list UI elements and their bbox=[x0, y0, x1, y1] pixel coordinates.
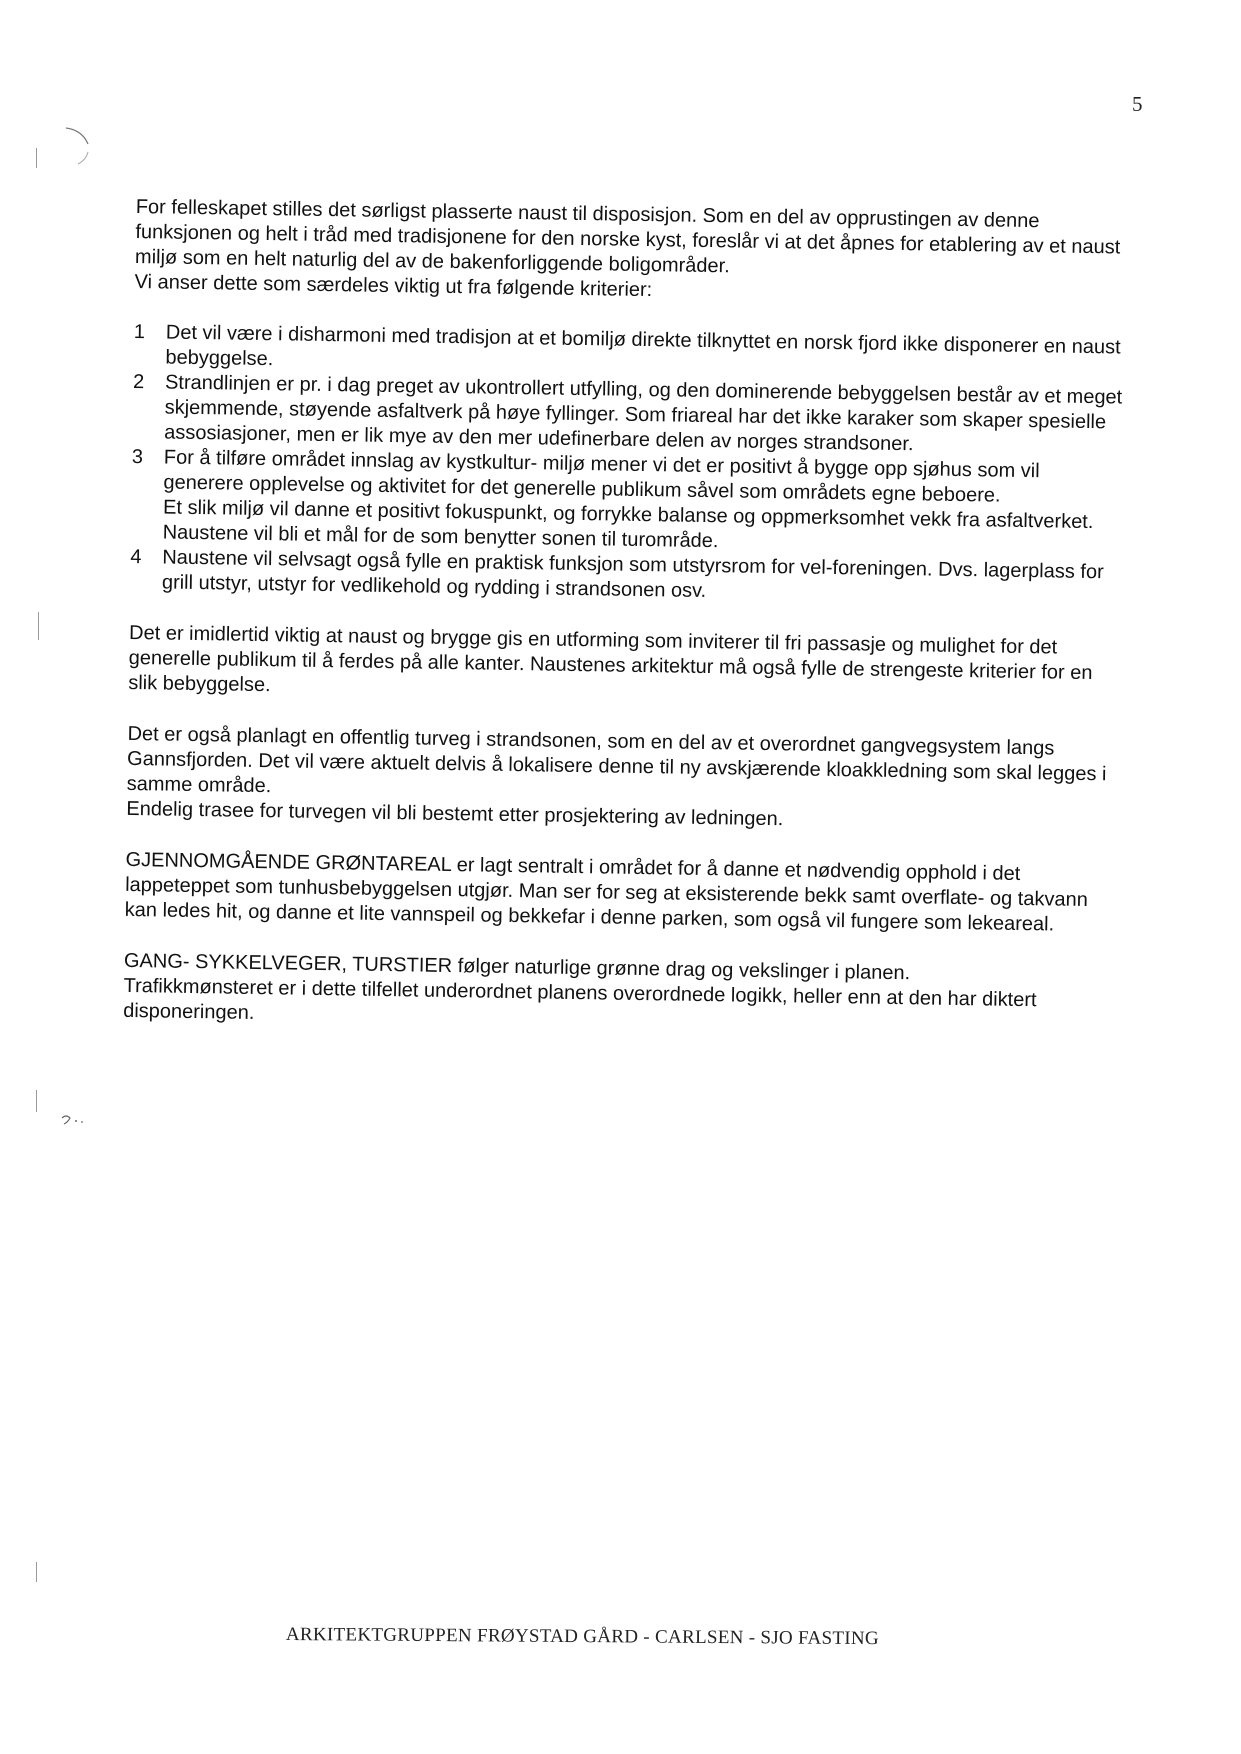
gang-sykkel-paragraph: GANG- SYKKELVEGER, TURSTIER følger naturlige grønne drag og vekslinger i planen. bbox=[123, 949, 911, 985]
turveg-paragraph-end: Endelig trasee for turvegen vil bli bestemt etter prosjektering av ledningen. bbox=[126, 797, 784, 831]
criteria-list bbox=[130, 320, 1124, 611]
intro-paragraph: For felleskapet stilles det sørligst plasserte naust til disposisjon. Som en del av opprustingen av denne funksjonen og helt i tråd med tradisjonene for den norske kyst, foreslår vi at det åpnes for etablering av et naust miljø som en helt naturlig del av de bakenforliggende boligområder. bbox=[134, 195, 1121, 278]
criteria-text: Det vil være i disharmoni med tradisjon at et bomiljø direkte tilknyttet en norsk fjord ikke disponerer en naust bebyggelse. bbox=[165, 321, 1121, 371]
design-paragraph: Det er imidlertid viktig at naust og brygge gis en utforming som inviterer til fri passasje og mulighet for det generelle publikum til å ferdes på alle kanter. Naustenes arkitektur må også fylle de strengeste kriterier for en slik bebyggelse. bbox=[128, 621, 1093, 697]
criteria-number: 1 bbox=[133, 320, 146, 344]
scan-artifact-speck bbox=[60, 1112, 90, 1128]
intro-criteria-lead: Vi anser dette som særdeles viktig ut fra følgende kriterier: bbox=[134, 270, 653, 302]
criteria-text: Naustene vil selvsagt også fylle en praktisk funksjon som utstyrsrom for vel-foreningen. Dvs. lagerplass for grill utstyr, utstyr for vedlikehold og rydding i strandsonen osv. bbox=[161, 546, 1104, 603]
criteria-text: Et slik miljø vil danne et positivt fokuspunkt, og forrykke balanse og oppmerksomhet vekk fra asfaltverket. Naustene vil bli et mål for de som benytter sonen til turområde. bbox=[162, 496, 1094, 553]
page-number: 5 bbox=[1132, 92, 1143, 116]
grontareal-paragraph: GJENNOMGÅENDE GRØNTAREAL er lagt sentralt i området for å danne et nødvendig opphold i det lappeteppet som tunhusbebyggelsen utgjør. Man ser for seg at eksisterende bekk samt overflate- og takvann kan ledes hit, og danne et lite vannspeil og bekkefar i denne parken, som også vil fungere som lekeareal. bbox=[124, 848, 1088, 936]
scan-margin-mark bbox=[36, 148, 37, 168]
criteria-text: Strandlinjen er pr. i dag preget av ukontrollert utfylling, og den dominerende bebyggelsen består av et meget skjemmende, støyende asfaltverk på høye fyllinger. Som friareal har det ikke karaker som skaper spesielle assosiasjoner, men er lik mye av den mer udefinerbare delen av norges strandsoner. bbox=[164, 371, 1123, 456]
scan-artifact-curl bbox=[64, 124, 94, 174]
footer-firm-name: ARKITEKTGRUPPEN FRØYSTAD GÅRD - CARLSEN - SJO FASTING bbox=[285, 1624, 880, 1650]
criteria-number: 4 bbox=[130, 545, 142, 569]
criteria-item bbox=[131, 445, 1122, 561]
turveg-paragraph: Det er også planlagt en offentlig turveg i strandsonen, som en del av et overordnet gangvegsystem langs Gannsfjorden. Det vil være aktuelt delvis å lokalisere denne til ny avskjærende kloakkledning som skal legges i samme område. bbox=[126, 722, 1107, 798]
criteria-number: 2 bbox=[132, 370, 145, 394]
trafikk-paragraph: Trafikkmønsteret er i dette tilfellet underordnet planens overordnede logikk, heller enn at den har diktert disponeringen. bbox=[123, 974, 1037, 1024]
body-text bbox=[123, 195, 1126, 1039]
scan-margin-mark bbox=[36, 1090, 37, 1112]
criteria-text: For å tilføre området innslag av kystkultur- miljø mener vi det er positivt å bygge opp sjøhus som vil generere opplevelse og aktivitet for det generelle publikum såvel som områdets egne beboere. bbox=[163, 446, 1040, 507]
scan-margin-mark bbox=[38, 612, 39, 640]
criteria-number: 3 bbox=[131, 445, 144, 469]
scan-margin-mark bbox=[36, 1562, 37, 1582]
